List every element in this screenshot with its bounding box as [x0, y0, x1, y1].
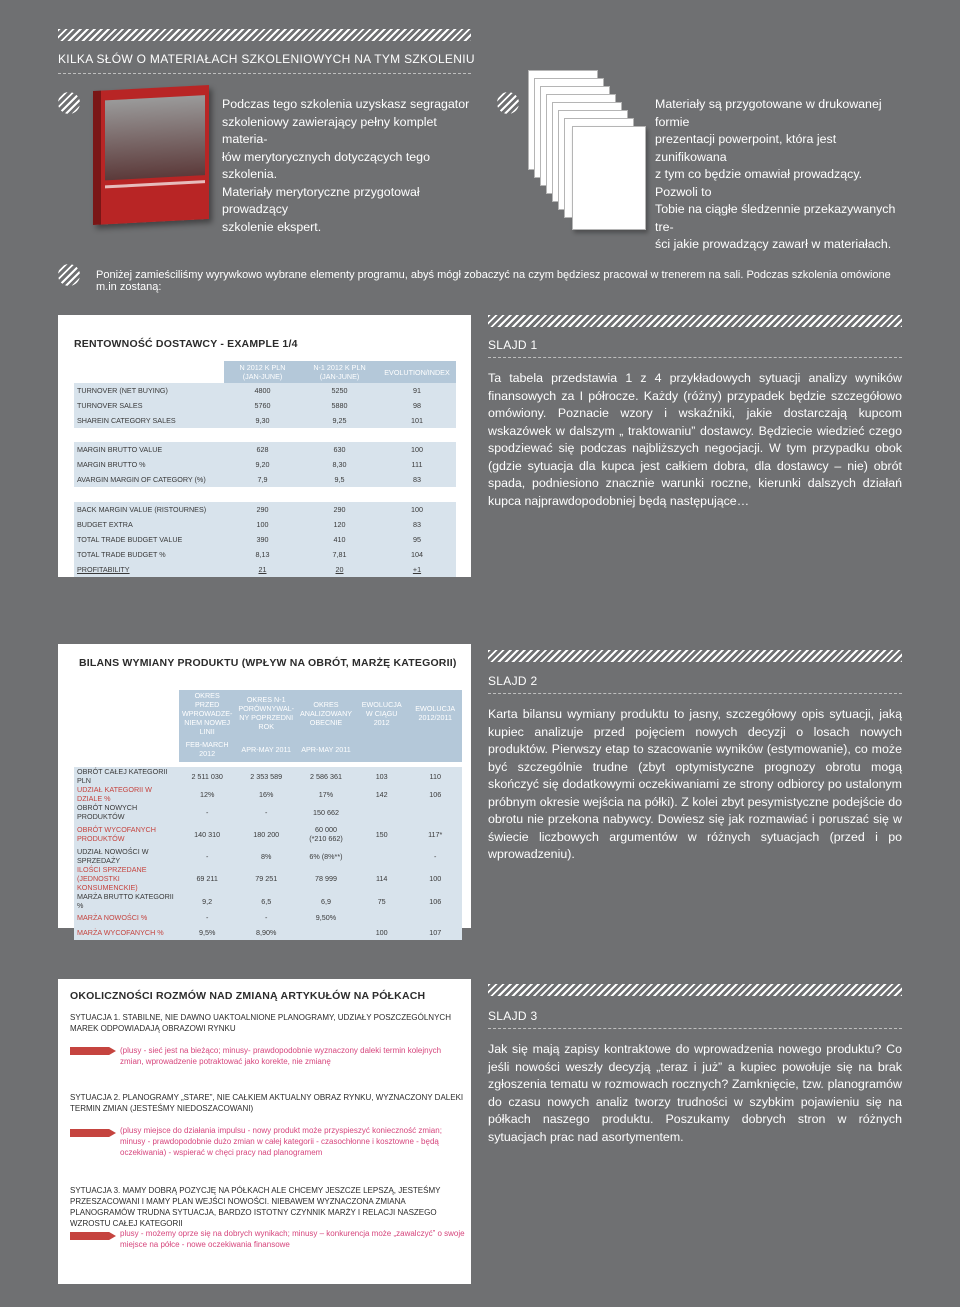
table-cell: 142: [355, 785, 409, 803]
column-subheader: APR-MAY 2011: [297, 736, 355, 762]
table-cell: TOTAL TRADE BUDGET %: [74, 547, 224, 562]
table-row: [74, 532, 456, 547]
table-cell: UDZIAŁ NOWOŚCI W SPRZEDAŻY: [74, 847, 179, 865]
table-cell: OBRÓT NOWYCH PRODUKTÓW: [74, 803, 179, 821]
table-cell: MARGIN BRUTTO %: [74, 457, 224, 472]
intro-1-line: łów merytorycznych dotyczących tego szkolenia.: [222, 149, 430, 181]
binder-image: [93, 85, 209, 225]
situation-2-note: (plusy miejsce do działania impulsu - nowy produkt może przyspieszyć konieczność zmian; minusy - prawdopodobnie dużo zmian w całej kategorii - czasochłonne i kosztowne - będą oczekiwania) - wspierać w chęci pracy nad planogramem: [120, 1126, 442, 1157]
table-cell: MARGIN BRUTTO VALUE: [74, 442, 224, 457]
column-subheader: APR-MAY 2011: [235, 736, 297, 762]
table-cell: [74, 736, 179, 762]
intro-1-line: szkolenie ekspert.: [222, 219, 322, 234]
table-cell: 150: [355, 821, 409, 847]
table-cell: 60 000 (*210 662): [297, 821, 355, 847]
table-cell: 140 310: [179, 821, 235, 847]
table-cell: ILOŚCI SPRZEDANE (JEDNOSTKI KONSUMENCKIE): [74, 865, 179, 892]
column-header: EVOLUTION/INDEX: [378, 361, 456, 383]
table-cell: 628: [224, 442, 301, 457]
table-row: [74, 910, 462, 925]
table-cell: 2 353 589: [235, 767, 297, 785]
number-2-icon: [497, 92, 519, 114]
table-cell: SHAREIN CATEGORY SALES: [74, 413, 224, 428]
table-cell: 21: [224, 562, 301, 577]
slide-1-rows: [74, 383, 456, 428]
slide-1-hatch: [488, 315, 902, 327]
column-header: N-1 2012 K PLN (JAN-JUNE): [301, 361, 378, 383]
table-cell: 16%: [235, 785, 297, 803]
situation-1-note: (plusy - sieć jest na bieżąco; minusy- prawdopodobnie wyznaczony daleki termin kolejnych zmian, wprowadzenie potraktować jako korekte, nie zmianę: [120, 1046, 442, 1066]
table-cell: 7,9: [224, 472, 301, 487]
column-header: EWOLUCJA W CIĄGU 2012: [355, 690, 409, 736]
slide-1-rows: [74, 502, 456, 577]
page-title: KILKA SŁÓW O MATERIAŁACH SZKOLENIOWYCH NA TYM SZKOLENIU: [58, 52, 475, 66]
table-cell: 100: [378, 502, 456, 517]
table-cell: 12%: [179, 785, 235, 803]
header-hatch: [58, 29, 471, 41]
intro-2-line: Tobie na ciągłe śledzennie przekazywanych tre-: [655, 202, 896, 234]
table-row: [74, 472, 456, 487]
table-cell: 4800: [224, 383, 301, 398]
red-arrow-icon: [70, 1232, 116, 1240]
table-cell: -: [235, 910, 297, 925]
slide-2-label: SLAJD 2: [488, 674, 538, 688]
table-cell: 98: [378, 398, 456, 413]
table-cell: -: [408, 847, 462, 865]
situation-3-note: plusy - możemy oprze się na dobrych wynikach; minusy – konkurencja może „zawalczyć” o swoje miejsce na półce - nowe oczekiwania finansowe: [120, 1229, 465, 1249]
table-cell: MARŻA NOWOŚCI %: [74, 910, 179, 925]
table-subheader-row: [74, 736, 462, 762]
slide-1-divider: [488, 357, 902, 358]
table-cell: 100: [224, 517, 301, 532]
table-cell: TURNOVER (NET BUYING): [74, 383, 224, 398]
table-cell: 69 211: [179, 865, 235, 892]
table-cell: [297, 925, 355, 940]
intro-2-line: z tym co będzie omawiał prowadzący. Pozwoli to: [655, 167, 863, 199]
table-row: [74, 767, 462, 785]
slide-3-description: Jak się mają zapisy kontraktowe do wprowadzenia nowego produktu? Co jeśli nowości weszły decyzją „teraz i już” a kupiec powołuje się na brak zgłoszenia tematu w rozmowach rocznych? Zamknięcie, tzw. planogramów do czasu nowych analiz tworzy trudności w szybkim pojawieniu się na półkach naszego produktu. Poszukamy dobrych stron w różnych sytuacjach prac nad asortymentem.: [488, 1042, 902, 1144]
table-row: [74, 892, 462, 910]
table-cell: AVARGIN MARGIN OF CATEGORY (%): [74, 472, 224, 487]
table-cell: 2 586 361: [297, 767, 355, 785]
intro-2-line: prezentacji powerpoint, która jest zunifikowana: [655, 132, 837, 164]
table-cell: 17%: [297, 785, 355, 803]
slide-2-table: [74, 690, 462, 940]
table-cell: MARŻA WYCOFANYCH %: [74, 925, 179, 940]
table-cell: 107: [408, 925, 462, 940]
table-cell: 9,20: [224, 457, 301, 472]
table-cell: [355, 910, 409, 925]
situation-2: SYTUACJA 2. PLANOGRAMY „STARE”, NIE CAŁKIEM AKTUALNY OBRAZ RYNKU, WYZNACZONY DALEKI TERMIN ZMIAN (JESTEŚMY NIEDOSZACOWANI): [70, 1093, 464, 1113]
table-cell: 114: [355, 865, 409, 892]
table-cell: 290: [301, 502, 378, 517]
table-cell: 9,2: [179, 892, 235, 910]
table-row: [74, 847, 462, 865]
table-cell: 117*: [408, 821, 462, 847]
table-cell: 5250: [301, 383, 378, 398]
table-cell: OBRÓT WYCOFANYCH PRODUKTÓW: [74, 821, 179, 847]
table-row: [74, 517, 456, 532]
table-cell: PROFITABILITY: [74, 562, 224, 577]
slide-1-rows: [74, 442, 456, 487]
table-row: [74, 502, 456, 517]
table-row: [74, 821, 462, 847]
table-cell: -: [179, 803, 235, 821]
slide-1-panel: [58, 315, 471, 577]
table-cell: 100: [378, 442, 456, 457]
table-cell: 390: [224, 532, 301, 547]
table-cell: 8,30: [301, 457, 378, 472]
table-cell: [355, 803, 409, 821]
slides-stack-image: [528, 70, 648, 235]
table-cell: 150 662: [297, 803, 355, 821]
table-row: [74, 803, 462, 821]
table-cell: -: [179, 847, 235, 865]
table-cell: 83: [378, 472, 456, 487]
table-cell: MARŻA BRUTTO KATEGORII %: [74, 892, 179, 910]
table-cell: [408, 910, 462, 925]
slide-1-table: [74, 361, 456, 383]
table-cell: 106: [408, 892, 462, 910]
table-cell: 8,13: [224, 547, 301, 562]
slide-3-panel: [58, 979, 471, 1284]
table-cell: 95: [378, 532, 456, 547]
table-cell: 2 511 030: [179, 767, 235, 785]
table-cell: UDZIAŁ KATEGORII W DZIALE %: [74, 785, 179, 803]
table-cell: 83: [378, 517, 456, 532]
table-row: [74, 442, 456, 457]
intro-1-text: [222, 96, 471, 236]
header-divider: [58, 73, 471, 74]
column-header: N 2012 K PLN (JAN-JUNE): [224, 361, 301, 383]
table-cell: [408, 803, 462, 821]
situation-1: SYTUACJA 1. STABILNE, NIE DAWNO UAKTOALNIONE PLANOGRAMY, UDZIAŁY POSZCZEGÓLNYCH MAREK ODPOWIADAJĄ OBRAZOWI RYNKU: [70, 1013, 451, 1033]
intro-2-line: ści jakie prowadzący zawarł w materiałach.: [655, 237, 892, 251]
slide-1-label: SLAJD 1: [488, 338, 538, 352]
table-cell: BACK MARGIN VALUE (RISTOURNES): [74, 502, 224, 517]
slide-3-hatch: [488, 984, 902, 996]
slide-1-description: Ta tabela przedstawia 1 z 4 przykładowych sytuacji analizy wyników finansowych za I półrocze. Każdy (różny) przypadek będzie szczegółowo omówiony. Poznacie wzory i wskaźniki, jakie dostarczają kupcom wskazówek w dalszym „ traktowaniu” dostawcy. Będziecie wiedzieć czego spodziewać się podczas najbliższych negocjacji. W tym przypadku obok (gdzie sytuacja dla kupca jest całkiem dobra, dla dostawcy – nie) obrót spada, podniesiono znacznie warunki roczne, kierunki dalszych działań kupca najprawdopodobniej będą następujące…: [488, 371, 902, 508]
column-header: OKRES N-1 PORÓWNYWAL-NY POPRZEDNI ROK: [235, 690, 297, 736]
table-cell: OBRÓT CAŁEJ KATEGORII PLN: [74, 767, 179, 785]
table-cell: 5880: [301, 398, 378, 413]
slide-2-hatch: [488, 650, 902, 662]
table-cell: 9,5%: [179, 925, 235, 940]
table-row: [74, 413, 456, 428]
table-cell: 7,81: [301, 547, 378, 562]
slide-2-panel-title: BILANS WYMIANY PRODUKTU (WPŁYW NA OBRÓT, MARŻĘ KATEGORII): [79, 657, 457, 669]
table-cell: 630: [301, 442, 378, 457]
table-cell: [408, 736, 462, 762]
table-cell: TURNOVER SALES: [74, 398, 224, 413]
table-cell: BUDGET EXTRA: [74, 517, 224, 532]
table-cell: 106: [408, 785, 462, 803]
intro-3-text: Poniżej zamieściliśmy wyrywkowo wybrane elementy programu, abyś mógł zobaczyć na czym będziesz pracował w trenerem na sali. Podczas szkolenia omówione m.in zostaną:: [96, 269, 891, 293]
table-row: [74, 865, 462, 892]
table-cell: 9,30: [224, 413, 301, 428]
table-cell: 9,5: [301, 472, 378, 487]
table-cell: 410: [301, 532, 378, 547]
column-header: EWOLUCJA 2012/2011: [408, 690, 462, 736]
slide-2-divider: [488, 693, 902, 694]
table-cell: [355, 736, 409, 762]
table-cell: 180 200: [235, 821, 297, 847]
table-cell: 290: [224, 502, 301, 517]
table-cell: 100: [355, 925, 409, 940]
table-row: [74, 785, 462, 803]
slide-3-divider: [488, 1028, 902, 1029]
table-cell: 91: [378, 383, 456, 398]
table-row: [74, 383, 456, 398]
column-header: OKRES ANALIZOWANY OBECNIE: [297, 690, 355, 736]
table-header-row: [74, 690, 462, 736]
column-header: OKRES PRZED WPROWADZE-NIEM NOWEJ LINII: [179, 690, 235, 736]
table-header-row: [74, 361, 456, 383]
table-cell: 9,50%: [297, 910, 355, 925]
table-cell: -: [179, 910, 235, 925]
table-cell: [74, 690, 179, 736]
table-cell: -: [235, 803, 297, 821]
number-3-icon: [58, 264, 80, 286]
table-cell: 78 999: [297, 865, 355, 892]
slide-1-panel-title: RENTOWNOŚĆ DOSTAWCY - EXAMPLE 1/4: [74, 338, 298, 350]
table-row: [74, 925, 462, 940]
table-cell: TOTAL TRADE BUDGET VALUE: [74, 532, 224, 547]
slide-2-panel: [58, 644, 471, 937]
table-cell: [355, 847, 409, 865]
situation-3: SYTUACJA 3. MAMY DOBRĄ POZYCJĘ NA PÓŁKACH ALE CHCEMY JESZCZE LEPSZĄ, JESTEŚMY PRZESZACOWANI I MAMY PLAN WEJŚCI NOWOŚCI. NIEBAWEM WYZNACZONA ZMIANA PLANOGRAMÓW TRUDNA SYTUACJA, BARDZO ISTOTNY CZYNNIK MARŻY I RELACJI NASZEGO WZROSTU CAŁEJ KATEGORII: [70, 1186, 441, 1228]
table-cell: 120: [301, 517, 378, 532]
table-row: [74, 398, 456, 413]
table-cell: 6,5: [235, 892, 297, 910]
table-cell: 103: [355, 767, 409, 785]
table-cell: 110: [408, 767, 462, 785]
table-cell: 100: [408, 865, 462, 892]
slide-2-description: Karta bilansu wymiany produktu to jasny, szczegółowy opis sytuacji, jaką kupiec analizuje przed pojęciem nowych decyzji o losach nowych produktów. Pierwszy etap to szacowanie wyników (estymowanie), co może być szczególnie trudne (zbyt optymistyczne prognozy obrotu mogą skończyć się dodatkowymi oczekiwaniami ze strony odbiorcy po ustalonym próbnym okresie wejścia na półki). Z kolei zbyt pesymistyczne podejście do obrotu nie przekona nabywcy. Dowiesz się jak rozmawiać i poruszać się w świecie liczbowych argumentów w różnych sytuacjach (przed i po wprowadzeniu).: [488, 707, 902, 861]
table-cell: +1: [378, 562, 456, 577]
table-cell: 8,90%: [235, 925, 297, 940]
table-cell: 79 251: [235, 865, 297, 892]
table-cell: 101: [378, 413, 456, 428]
table-cell: 8%: [235, 847, 297, 865]
table-cell: 6% (8%**): [297, 847, 355, 865]
table-cell: 104: [378, 547, 456, 562]
table-cell: 20: [301, 562, 378, 577]
column-subheader: FEB-MARCH 2012: [179, 736, 235, 762]
table-cell: 111: [378, 457, 456, 472]
intro-2-line: Materiały są przygotowane w drukowanej formie: [655, 97, 882, 129]
table-row: [74, 562, 456, 577]
slide-3-label: SLAJD 3: [488, 1009, 538, 1023]
table-row: [74, 457, 456, 472]
number-1-icon: [58, 92, 80, 114]
table-row: [74, 547, 456, 562]
table-cell: 9,25: [301, 413, 378, 428]
intro-1-line: Materiały merytoryczne przygotował prowadzący: [222, 184, 420, 216]
intro-1-line: Podczas tego szkolenia uzyskasz segragator: [222, 97, 470, 111]
table-cell: 6,9: [297, 892, 355, 910]
intro-2-text: [655, 96, 905, 254]
red-arrow-icon: [70, 1047, 116, 1055]
intro-1-line: szkoleniowy zawierający pełny komplet materia-: [222, 114, 437, 146]
table-cell: 75: [355, 892, 409, 910]
slide-3-panel-title: OKOLICZNOŚCI ROZMÓW NAD ZMIANĄ ARTYKUŁÓW NA PÓŁKACH: [70, 990, 426, 1002]
red-arrow-icon: [70, 1129, 116, 1137]
table-cell: 5760: [224, 398, 301, 413]
